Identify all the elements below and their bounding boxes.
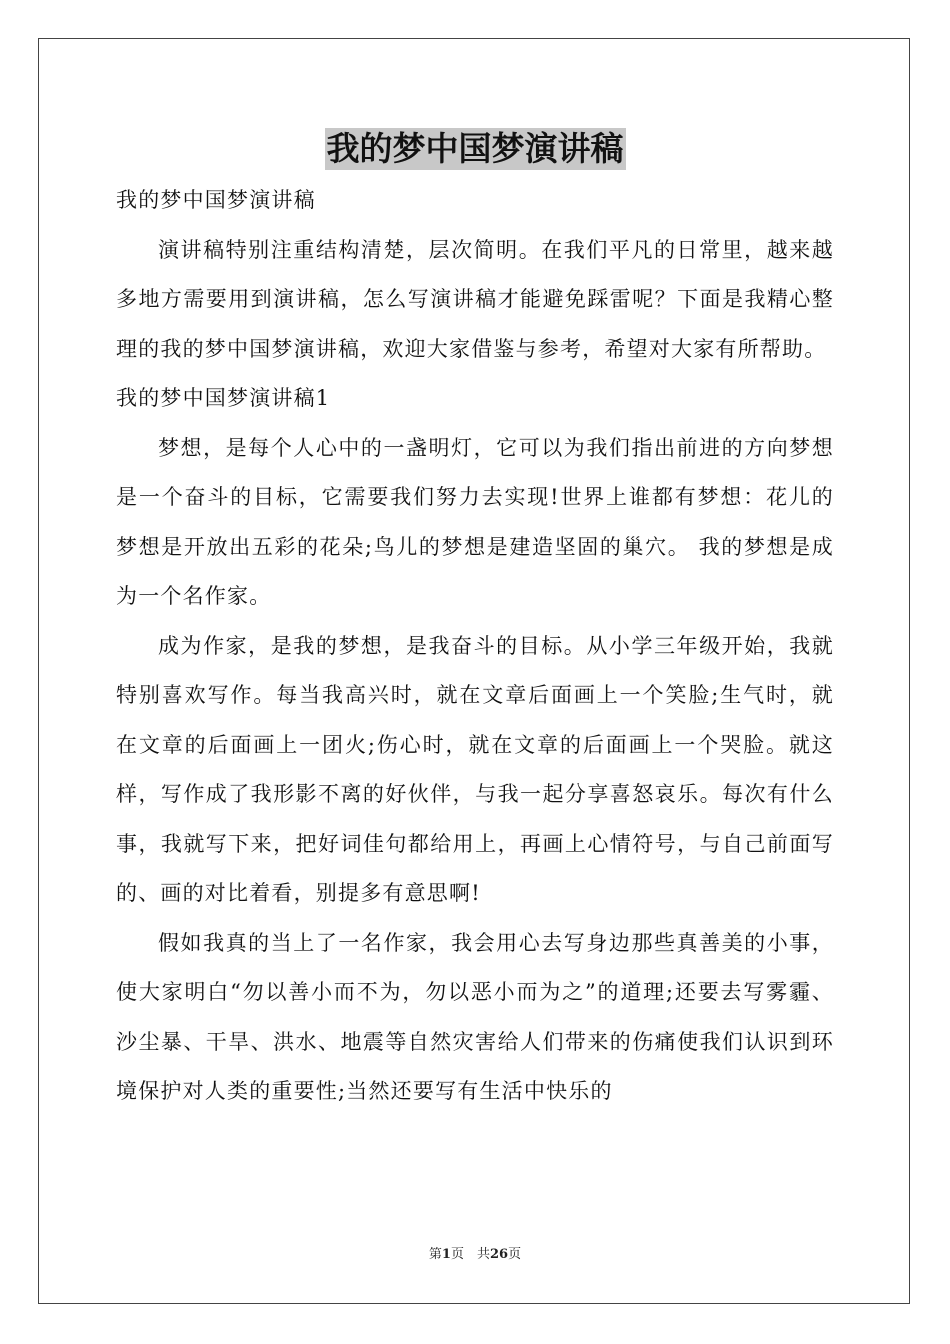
- document-body: [116, 176, 834, 1117]
- section-heading: 我的梦中国梦演讲稿1: [116, 386, 331, 410]
- title-wrap: [0, 128, 950, 170]
- footer-page-number: 1: [441, 1247, 451, 1262]
- body-paragraph-2: 成为作家，是我的梦想，是我奋斗的目标。从小学三年级开始，我就特别喜欢写作。每当我高兴时，就在文章后面画上一个笑脸;生气时，就在文章的后面画上一团火;伤心时，就在文章的后面画上一个哭脸。就这样，写作成了我形影不离的好伙伴，与我一起分享喜怒哀乐。每次有什么事，我就写下来，把好词佳句都给用上，再画上心情符号，与自己前面写的、画的对比着看，别提多有意思啊!: [116, 633, 834, 905]
- footer-prefix: 第: [428, 1247, 442, 1262]
- body-paragraph-3: 假如我真的当上了一名作家，我会用心去写身边那些真善美的小事，使大家明白“勿以善小而不为，勿以恶小而为之”的道理;还要去写雾霾、沙尘暴、干旱、洪水、地震等自然灾害给人们带来的伤痛使我们认识到环境保护对人类的重要性;当然还要写有生活中快乐的: [116, 930, 834, 1103]
- page-footer: [0, 1246, 950, 1264]
- footer-suffix: 页: [508, 1247, 522, 1262]
- footer-total-pages: 26: [489, 1247, 509, 1262]
- document-subtitle: 我的梦中国梦演讲稿: [116, 188, 316, 212]
- document-title: 我的梦中国梦演讲稿: [326, 129, 624, 168]
- intro-paragraph: 演讲稿特别注重结构清楚，层次简明。在我们平凡的日常里，越来越多地方需要用到演讲稿，怎么写演讲稿才能避免踩雷呢？下面是我精心整理的我的梦中国梦演讲稿，欢迎大家借鉴与参考，希望对大家有所帮助。: [116, 237, 834, 361]
- body-paragraph-1: 梦想，是每个人心中的一盏明灯，它可以为我们指出前进的方向梦想是一个奋斗的目标，它需要我们努力去实现!世界上谁都有梦想：花儿的梦想是开放出五彩的花朵;鸟儿的梦想是建造坚固的巢穴。 我的梦想是成为一个名作家。: [116, 435, 834, 608]
- footer-mid: 页 共: [450, 1247, 490, 1262]
